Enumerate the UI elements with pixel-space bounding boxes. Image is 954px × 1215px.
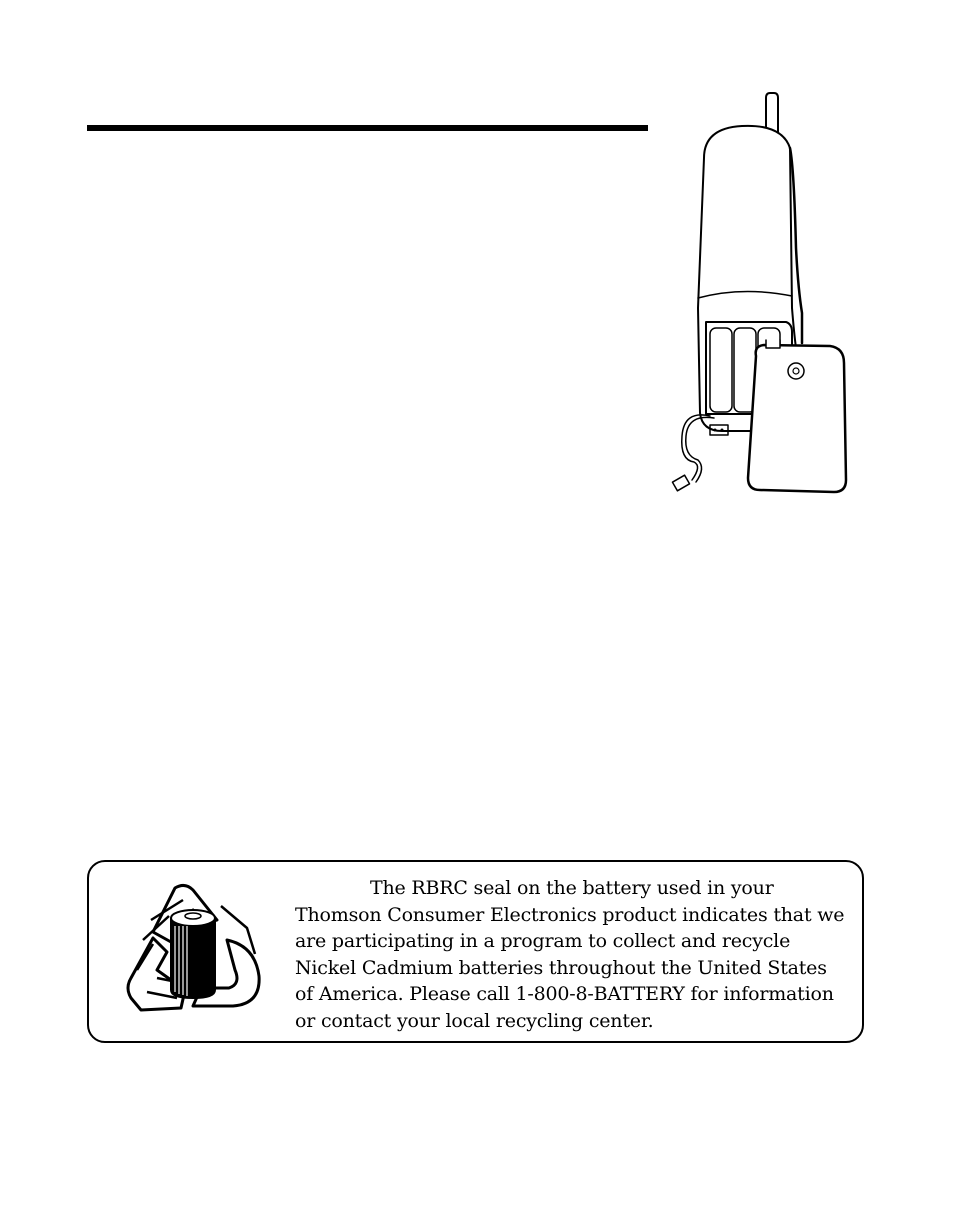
rbrc-notice-box: [87, 860, 864, 1043]
handset-battery-illustration: [662, 88, 862, 500]
battery-cell-icon: [171, 910, 215, 998]
section-heading-rule: [87, 125, 648, 131]
rbrc-seal-icon: [123, 880, 268, 1022]
rbrc-notice-text: The RBRC seal on the battery used in your Thomson Consumer Electronics product indicates that we are participating in a program to collect and recycle Nickel Cadmium batteries throughout the United States of America. Please call 1-800-8-BATTERY for information or contact your local recycling center.: [295, 877, 845, 1032]
battery-pack: [748, 340, 846, 492]
